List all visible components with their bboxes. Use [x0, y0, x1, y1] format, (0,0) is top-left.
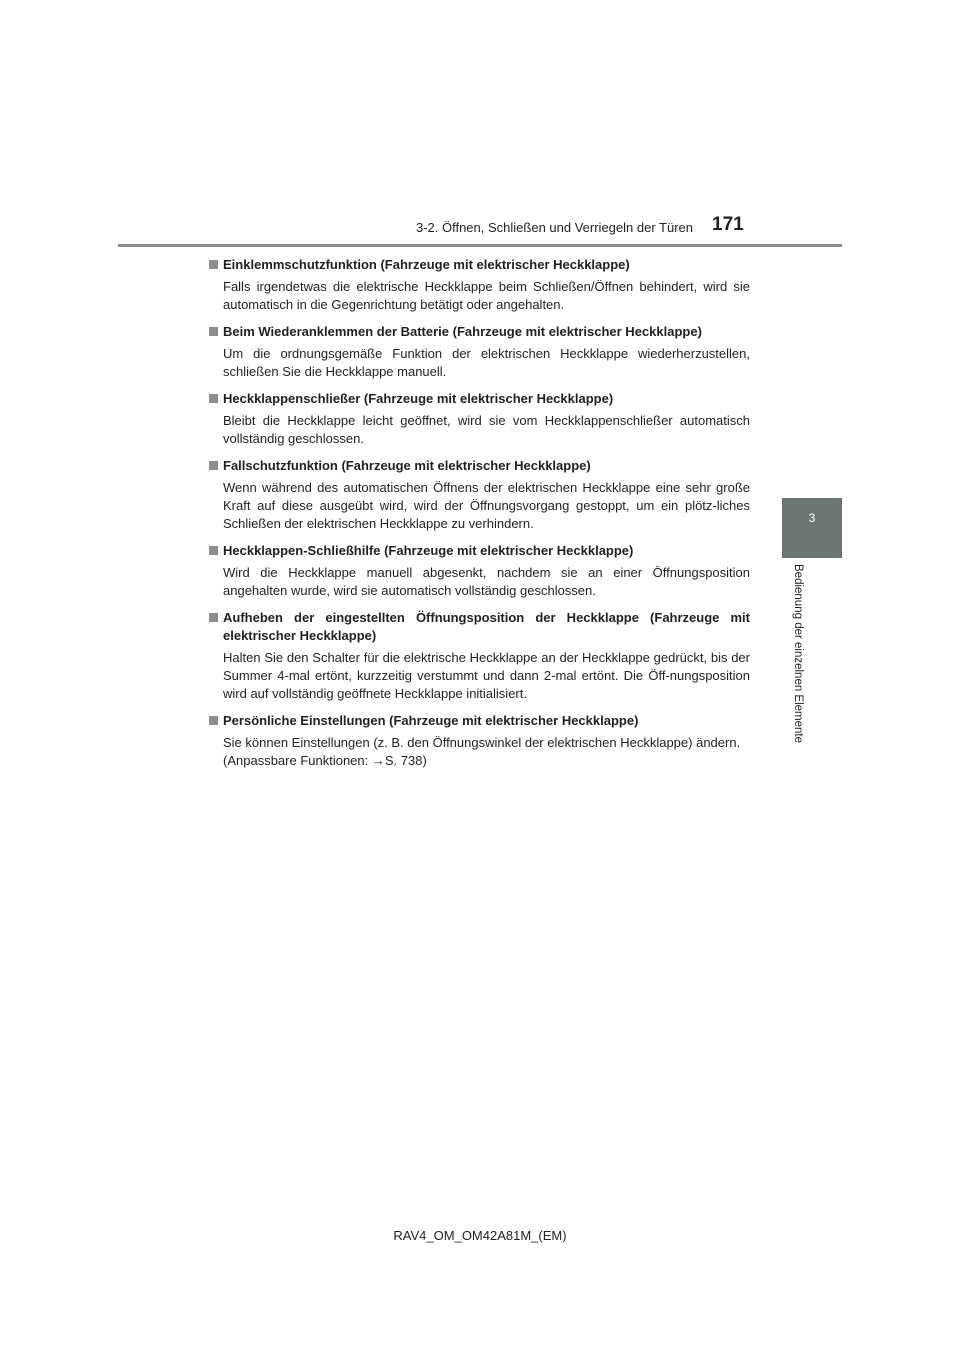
square-bullet-icon — [209, 716, 218, 725]
section-body — [223, 412, 750, 448]
section-body — [223, 564, 750, 600]
section-heading-text: Persönliche Einstellungen (Fahrzeuge mit elektrischer Heckklappe) — [223, 713, 639, 728]
square-bullet-icon — [209, 327, 218, 336]
document-code: RAV4_OM_OM42A81M_(EM) — [393, 1228, 567, 1243]
section-einklemmschutz — [209, 256, 750, 314]
section-fallschutz — [209, 457, 750, 533]
square-bullet-icon — [209, 260, 218, 269]
section-heading-text: Beim Wiederanklemmen der Batterie (Fahrzeuge mit elektrischer Heckklappe) — [223, 324, 702, 339]
section-batterie — [209, 323, 750, 381]
section-heading-text: Einklemmschutzfunktion (Fahrzeuge mit elektrischer Heckklappe) — [223, 257, 630, 272]
square-bullet-icon — [209, 546, 218, 555]
page-number: 171 — [712, 214, 744, 235]
section-paragraph: Wird die Heckklappe manuell abgesenkt, nachdem sie an einer Öffnungsposition angehalten wurde, wird sie automatisch vollständig geschlossen. — [223, 565, 750, 598]
section-heading — [209, 323, 750, 341]
square-bullet-icon — [209, 394, 218, 403]
chapter-title: 3-2. Öffnen, Schließen und Verriegeln der Türen — [415, 220, 693, 235]
section-heading — [209, 712, 750, 730]
section-paragraph: Halten Sie den Schalter für die elektrische Heckklappe an der Heckklappe gedrückt, bis der Summer 4-mal ertönt, kurzzeitig verstummt und dann 2-mal ertönt. Die Öff-nungsposition wird auf vollständig geöffnete Heckklappe initialisiert. — [223, 650, 750, 701]
section-heading — [209, 609, 750, 645]
section-body — [223, 479, 750, 533]
square-bullet-icon — [209, 461, 218, 470]
section-heading-text: Heckklappenschließer (Fahrzeuge mit elektrischer Heckklappe) — [223, 391, 614, 406]
section-paragraph: Bleibt die Heckklappe leicht geöffnet, wird sie vom Heckklappenschließer automatisch vollständig geschlossen. — [223, 413, 750, 446]
section-body — [223, 649, 750, 703]
main-content — [209, 256, 750, 779]
section-paragraph: Falls irgendetwas die elektrische Heckklappe beim Schließen/Öffnen behindert, wird sie automatisch in die Gegenrichtung betätigt oder angehalten. — [223, 279, 750, 312]
section-heading-text: Heckklappen-Schließhilfe (Fahrzeuge mit elektrischer Heckklappe) — [223, 543, 634, 558]
section-body — [223, 278, 750, 314]
section-heading-text: Aufheben der eingestellten Öffnungsposition der Heckklappe (Fahrzeuge mit elektrischer Heckklappe) — [223, 610, 750, 643]
section-body — [223, 734, 750, 770]
chapter-tab — [782, 498, 842, 558]
chapter-tab-label: Bedienung der einzelnen Elemente — [792, 564, 804, 744]
square-bullet-icon — [209, 613, 218, 622]
section-paragraph: Um die ordnungsgemäße Funktion der elektrischen Heckklappe wiederherzustellen, schließen Sie die Heckklappe manuell. — [223, 346, 750, 379]
section-heading — [209, 256, 750, 274]
header-divider — [118, 244, 842, 247]
section-heckklappenschliesser — [209, 390, 750, 448]
section-paragraph: Sie können Einstellungen (z. B. den Öffnungswinkel der elektrischen Heckklappe) ändern. — [223, 735, 741, 750]
section-paragraph: Wenn während des automatischen Öffnens der elektrischen Heckklappe eine sehr große Kraft auf diese ausgeübt wird, wird der Öffnungsvorgang gestoppt, um ein plötz-liches Schließen der elektrischen Heckklappe zu verhindern. — [223, 480, 750, 531]
section-body — [223, 345, 750, 381]
section-heading — [209, 457, 750, 475]
cross-reference-note: (Anpassbare Funktionen: →S. 738) — [223, 753, 427, 768]
section-schliesshilfe — [209, 542, 750, 600]
section-oeffnungsposition — [209, 609, 750, 703]
chapter-tab-number: 3 — [808, 511, 816, 525]
section-heading-text: Fallschutzfunktion (Fahrzeuge mit elektrischer Heckklappe) — [223, 458, 591, 473]
section-heading — [209, 390, 750, 408]
section-persoenliche-einstellungen — [209, 712, 750, 770]
section-heading — [209, 542, 750, 560]
